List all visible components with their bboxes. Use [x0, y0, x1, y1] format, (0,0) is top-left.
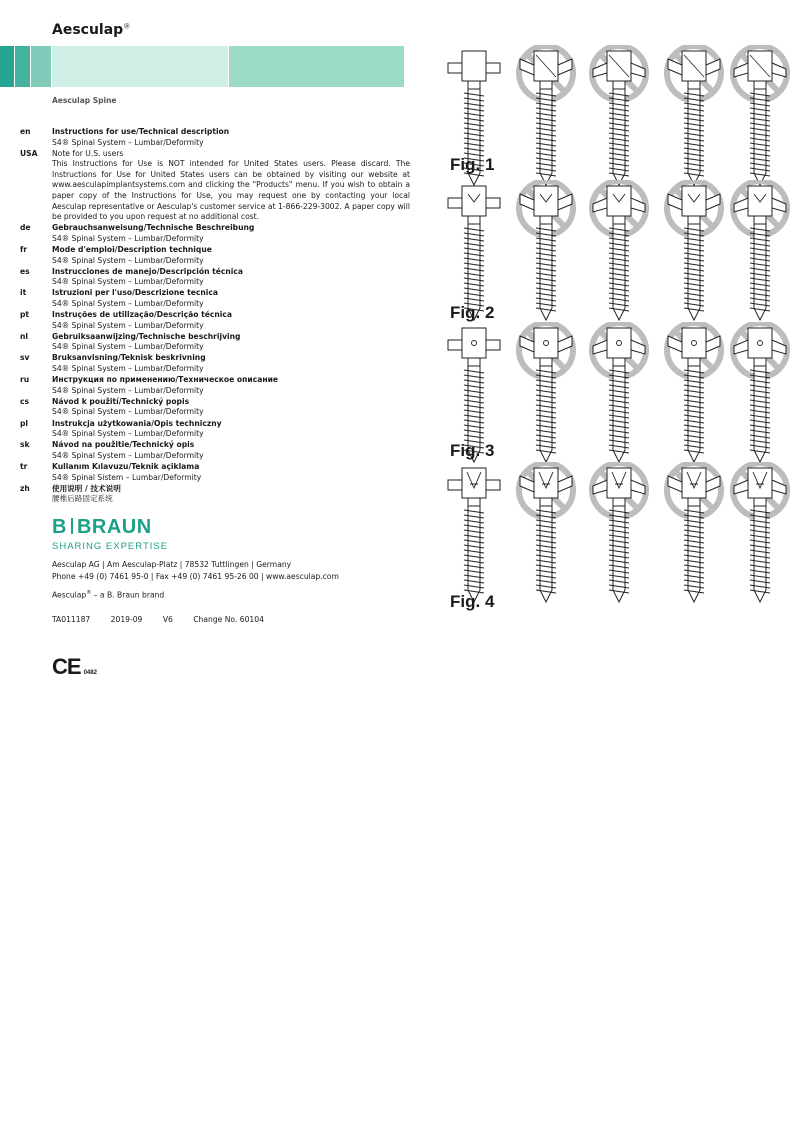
wing-right: [486, 63, 500, 73]
language-code: pt: [20, 310, 30, 320]
language-entry-cs: [20, 397, 410, 418]
screw-neck: [754, 498, 766, 506]
screw-neck: [688, 216, 700, 224]
screw-drawing: [592, 463, 646, 602]
language-code: en: [20, 127, 31, 136]
screw-drawing: [667, 46, 721, 185]
screw-drawing: [592, 46, 646, 185]
screw-illustration: [730, 45, 790, 195]
language-description: S4® Spinal Sistem – Lumbar/Deformity: [52, 472, 202, 482]
language-description: S4® Spinal System – Lumbar/Deformity: [52, 233, 204, 243]
screw-drawing: [519, 323, 573, 462]
screw-drawing: [733, 323, 787, 462]
screw-neck: [754, 216, 766, 224]
incorrect-assembly: [730, 462, 790, 612]
language-code: USA: [20, 148, 38, 158]
wing-right: [558, 194, 572, 210]
screw-neck: [468, 81, 480, 89]
screw-head: [534, 468, 558, 498]
company-address: [52, 559, 339, 583]
language-title: Gebrauchsanweisung/Technische Beschreibung: [52, 223, 255, 233]
language-code: fr: [20, 245, 28, 255]
language-description: S4® Spinal System – Lumbar/Deformity: [52, 137, 204, 147]
band-segment: [31, 46, 51, 87]
screw-head: [748, 468, 772, 498]
language-title: Istruzioni per l'uso/Descrizione tecnica: [52, 288, 219, 298]
incorrect-assembly: [516, 180, 576, 330]
wing-right: [486, 340, 500, 350]
language-description: S4® Spinal System – Lumbar/Deformity: [52, 450, 204, 460]
screw-head: [607, 328, 631, 358]
language-title: Návod na použitie/Technický opis: [52, 440, 195, 450]
incorrect-assembly: [664, 45, 724, 195]
screw-drawing: [733, 46, 787, 185]
screw-illustration: [516, 180, 576, 330]
wing-right: [486, 198, 500, 208]
incorrect-assembly: [664, 462, 724, 612]
screw-head: [462, 328, 486, 358]
logo-tagline: SHARING EXPERTISE: [52, 541, 169, 552]
incorrect-assembly: [730, 180, 790, 330]
screw-neck: [540, 358, 552, 366]
screw-drawing: [667, 323, 721, 462]
screw-neck: [468, 498, 480, 506]
language-title: Инструкция по применению/Техническое описание: [52, 375, 279, 385]
product-line: Aesculap Spine: [52, 96, 117, 105]
language-title: 使用说明 / 技术说明: [52, 483, 121, 493]
language-description: S4® Spinal System – Lumbar/Deformity: [52, 342, 204, 352]
language-title: Instructions for use/Technical description: [52, 127, 230, 136]
language-description: This Instructions for Use is NOT intended for United States users. Please discard. The Instructions for Use for United States users can be obtained by visiting our website at www.aesculapimplantsystems.com and clicking the "Products" menu. If you wish to obtain a paper copy of the Instructions for Use, you may request one by contacting your local Aesculap representative or Aesculap's customer service at 1-866-229-3002. A paper copy will be provided to you upon request at no additional cost.: [52, 159, 410, 222]
wing-right: [706, 336, 720, 352]
language-title: Instrucciones de manejo/Descripción técnica: [52, 266, 244, 276]
screw-drawing: [733, 181, 787, 320]
language-code: sv: [20, 353, 30, 363]
language-description: S4® Spinal System – Lumbar/Deformity: [52, 320, 204, 330]
screw-head: [462, 51, 486, 81]
screw-drawing: [592, 323, 646, 462]
screw-drawing: [667, 181, 721, 320]
screw-head: [748, 328, 772, 358]
figure-label: Fig. 2: [450, 303, 495, 322]
ce-mark: CE 0482: [52, 654, 97, 679]
screw-head: [682, 468, 706, 498]
screw-drawing: [592, 181, 646, 320]
screw-drawing: [733, 463, 787, 602]
figure-4-row: [438, 462, 783, 612]
language-title: Gebruiksaanwijzing/Technische beschrijving: [52, 331, 241, 341]
screw-head: [682, 186, 706, 216]
screw-illustration: [664, 45, 724, 195]
screw-drawing: [667, 463, 721, 602]
screw-illustration: [730, 322, 790, 472]
doc-version: V6: [162, 615, 173, 624]
incorrect-assembly: [589, 322, 649, 472]
screw-illustration: [589, 462, 649, 612]
screw-head: [607, 186, 631, 216]
brand-line: Aesculap® – a B. Braun brand: [52, 590, 165, 600]
band-segment: [0, 46, 14, 87]
language-entry-tr: [20, 462, 410, 483]
screw-neck: [540, 81, 552, 89]
screw-illustration: [664, 180, 724, 330]
screw-neck: [688, 498, 700, 506]
language-entry-nl: [20, 332, 410, 353]
screw-neck: [688, 358, 700, 366]
screw-head: [462, 186, 486, 216]
screw-drawing: [448, 468, 500, 602]
screw-neck: [540, 216, 552, 224]
language-description: S4® Spinal System – Lumbar/Deformity: [52, 407, 204, 417]
incorrect-assembly: [516, 45, 576, 195]
screw-illustration: [664, 462, 724, 612]
language-entry-fr: [20, 245, 410, 266]
screw-neck: [468, 358, 480, 366]
language-description: S4® Spinal System – Lumbar/Deformity: [52, 429, 204, 439]
screw-illustration: [730, 462, 790, 612]
screw-neck: [613, 358, 625, 366]
wing-right: [558, 59, 572, 75]
wing-right: [706, 59, 720, 75]
language-code: cs: [20, 396, 30, 406]
color-band: [0, 46, 404, 87]
language-code: it: [20, 288, 27, 298]
wing-left: [448, 480, 462, 490]
language-entry-es: [20, 267, 410, 288]
wing-left: [448, 63, 462, 73]
incorrect-assembly: [589, 462, 649, 612]
screw-head: [534, 186, 558, 216]
language-title: Instruções de utilização/Descrição técnica: [52, 310, 233, 320]
incorrect-assembly: [664, 322, 724, 472]
screw-drawing: [448, 186, 500, 320]
screw-illustration: [444, 462, 504, 612]
address-line: Aesculap AG | Am Aesculap-Platz | 78532 Tuttlingen | Germany: [52, 560, 292, 569]
screw-head: [748, 186, 772, 216]
language-title: Bruksanvisning/Teknisk beskrivning: [52, 353, 206, 363]
screw-head: [607, 468, 631, 498]
band-segment: [229, 46, 404, 87]
screw-drawing: [519, 46, 573, 185]
incorrect-assembly: [516, 462, 576, 612]
screw-neck: [754, 81, 766, 89]
figure-label: Fig. 1: [450, 155, 495, 174]
screw-illustration: [589, 180, 649, 330]
screw-illustration: [516, 45, 576, 195]
wing-right: [486, 480, 500, 490]
language-code: zh: [20, 483, 30, 493]
incorrect-assembly: [589, 45, 649, 195]
screw-illustration: [516, 322, 576, 472]
language-code: pl: [20, 418, 29, 428]
doc-date: 2019-09: [110, 615, 143, 624]
incorrect-assembly: [664, 180, 724, 330]
language-description: S4® Spinal System – Lumbar/Deformity: [52, 299, 204, 308]
language-code: de: [20, 223, 31, 233]
screw-illustration: [730, 180, 790, 330]
language-description: S4® Spinal System – Lumbar/Deformity: [52, 385, 204, 395]
screw-drawing: [519, 181, 573, 320]
incorrect-assembly: [730, 45, 790, 195]
language-entry-pt: [20, 310, 410, 331]
language-entry-sv: [20, 353, 410, 374]
screw-neck: [613, 498, 625, 506]
wing-right: [706, 476, 720, 492]
doc-change-number: Change No. 60104: [193, 615, 264, 624]
language-code: ru: [20, 375, 30, 385]
language-entry-usa: [20, 149, 410, 223]
language-entry-de: [20, 223, 410, 244]
incorrect-assembly: [730, 322, 790, 472]
language-description: S4® Spinal System – Lumbar/Deformity: [52, 364, 204, 374]
contact-line: Phone +49 (0) 7461 95-0 | Fax +49 (0) 7461 95-26 00 | www.aesculap.com: [52, 572, 339, 581]
figure-label: Fig. 4: [450, 592, 495, 611]
screw-head: [462, 468, 486, 498]
screw-neck: [688, 81, 700, 89]
language-code: sk: [20, 440, 30, 450]
incorrect-assembly: [516, 322, 576, 472]
language-description: 腰椎后路固定系统: [52, 494, 113, 504]
screw-illustration: [589, 322, 649, 472]
language-entry-ru: [20, 375, 410, 396]
wing-right: [558, 476, 572, 492]
doc-id: TA011187: [52, 615, 91, 624]
language-description: S4® Spinal System – Lumbar/Deformity: [52, 277, 204, 287]
language-entry-sk: [20, 440, 410, 461]
language-code: tr: [20, 461, 28, 471]
document-info: [52, 615, 282, 624]
wing-left: [448, 198, 462, 208]
language-entry-pl: [20, 419, 410, 440]
wing-right: [558, 336, 572, 352]
screw-neck: [613, 81, 625, 89]
language-code: es: [20, 266, 30, 276]
language-title: Instrukcja użytkowania/Opis techniczny: [52, 418, 222, 428]
language-entry-en: [20, 127, 410, 148]
screw-illustration: [589, 45, 649, 195]
screw-neck: [613, 216, 625, 224]
language-title: Mode d'emploi/Description technique: [52, 245, 212, 255]
band-segment: [15, 46, 30, 87]
screw-neck: [540, 498, 552, 506]
brand-title: Aesculap®: [52, 22, 131, 38]
language-description: S4® Spinal System – Lumbar/Deformity: [52, 255, 204, 265]
screw-head: [682, 328, 706, 358]
language-title: Návod k použití/Technický popis: [52, 396, 190, 406]
screw-head: [534, 328, 558, 358]
screw-drawing: [519, 463, 573, 602]
screw-neck: [468, 216, 480, 224]
screw-illustration: [516, 462, 576, 612]
wing-left: [448, 340, 462, 350]
language-list: [20, 127, 410, 505]
incorrect-assembly: [589, 180, 649, 330]
screw-illustration: [664, 322, 724, 472]
wing-right: [706, 194, 720, 210]
language-code: nl: [20, 331, 29, 341]
correct-assembly: [444, 462, 504, 612]
language-title: Note for U.S. users: [52, 148, 124, 158]
band-segment: [52, 46, 228, 87]
language-entry-it: [20, 288, 410, 309]
language-entry-zh: [20, 484, 410, 505]
bbraun-logo: B BRAUN SHARING EXPERTISE: [52, 516, 169, 552]
language-title: Kullanım Kılavuzu/Teknik açiklama: [52, 461, 200, 471]
figure-label: Fig. 3: [450, 441, 495, 460]
screw-neck: [754, 358, 766, 366]
